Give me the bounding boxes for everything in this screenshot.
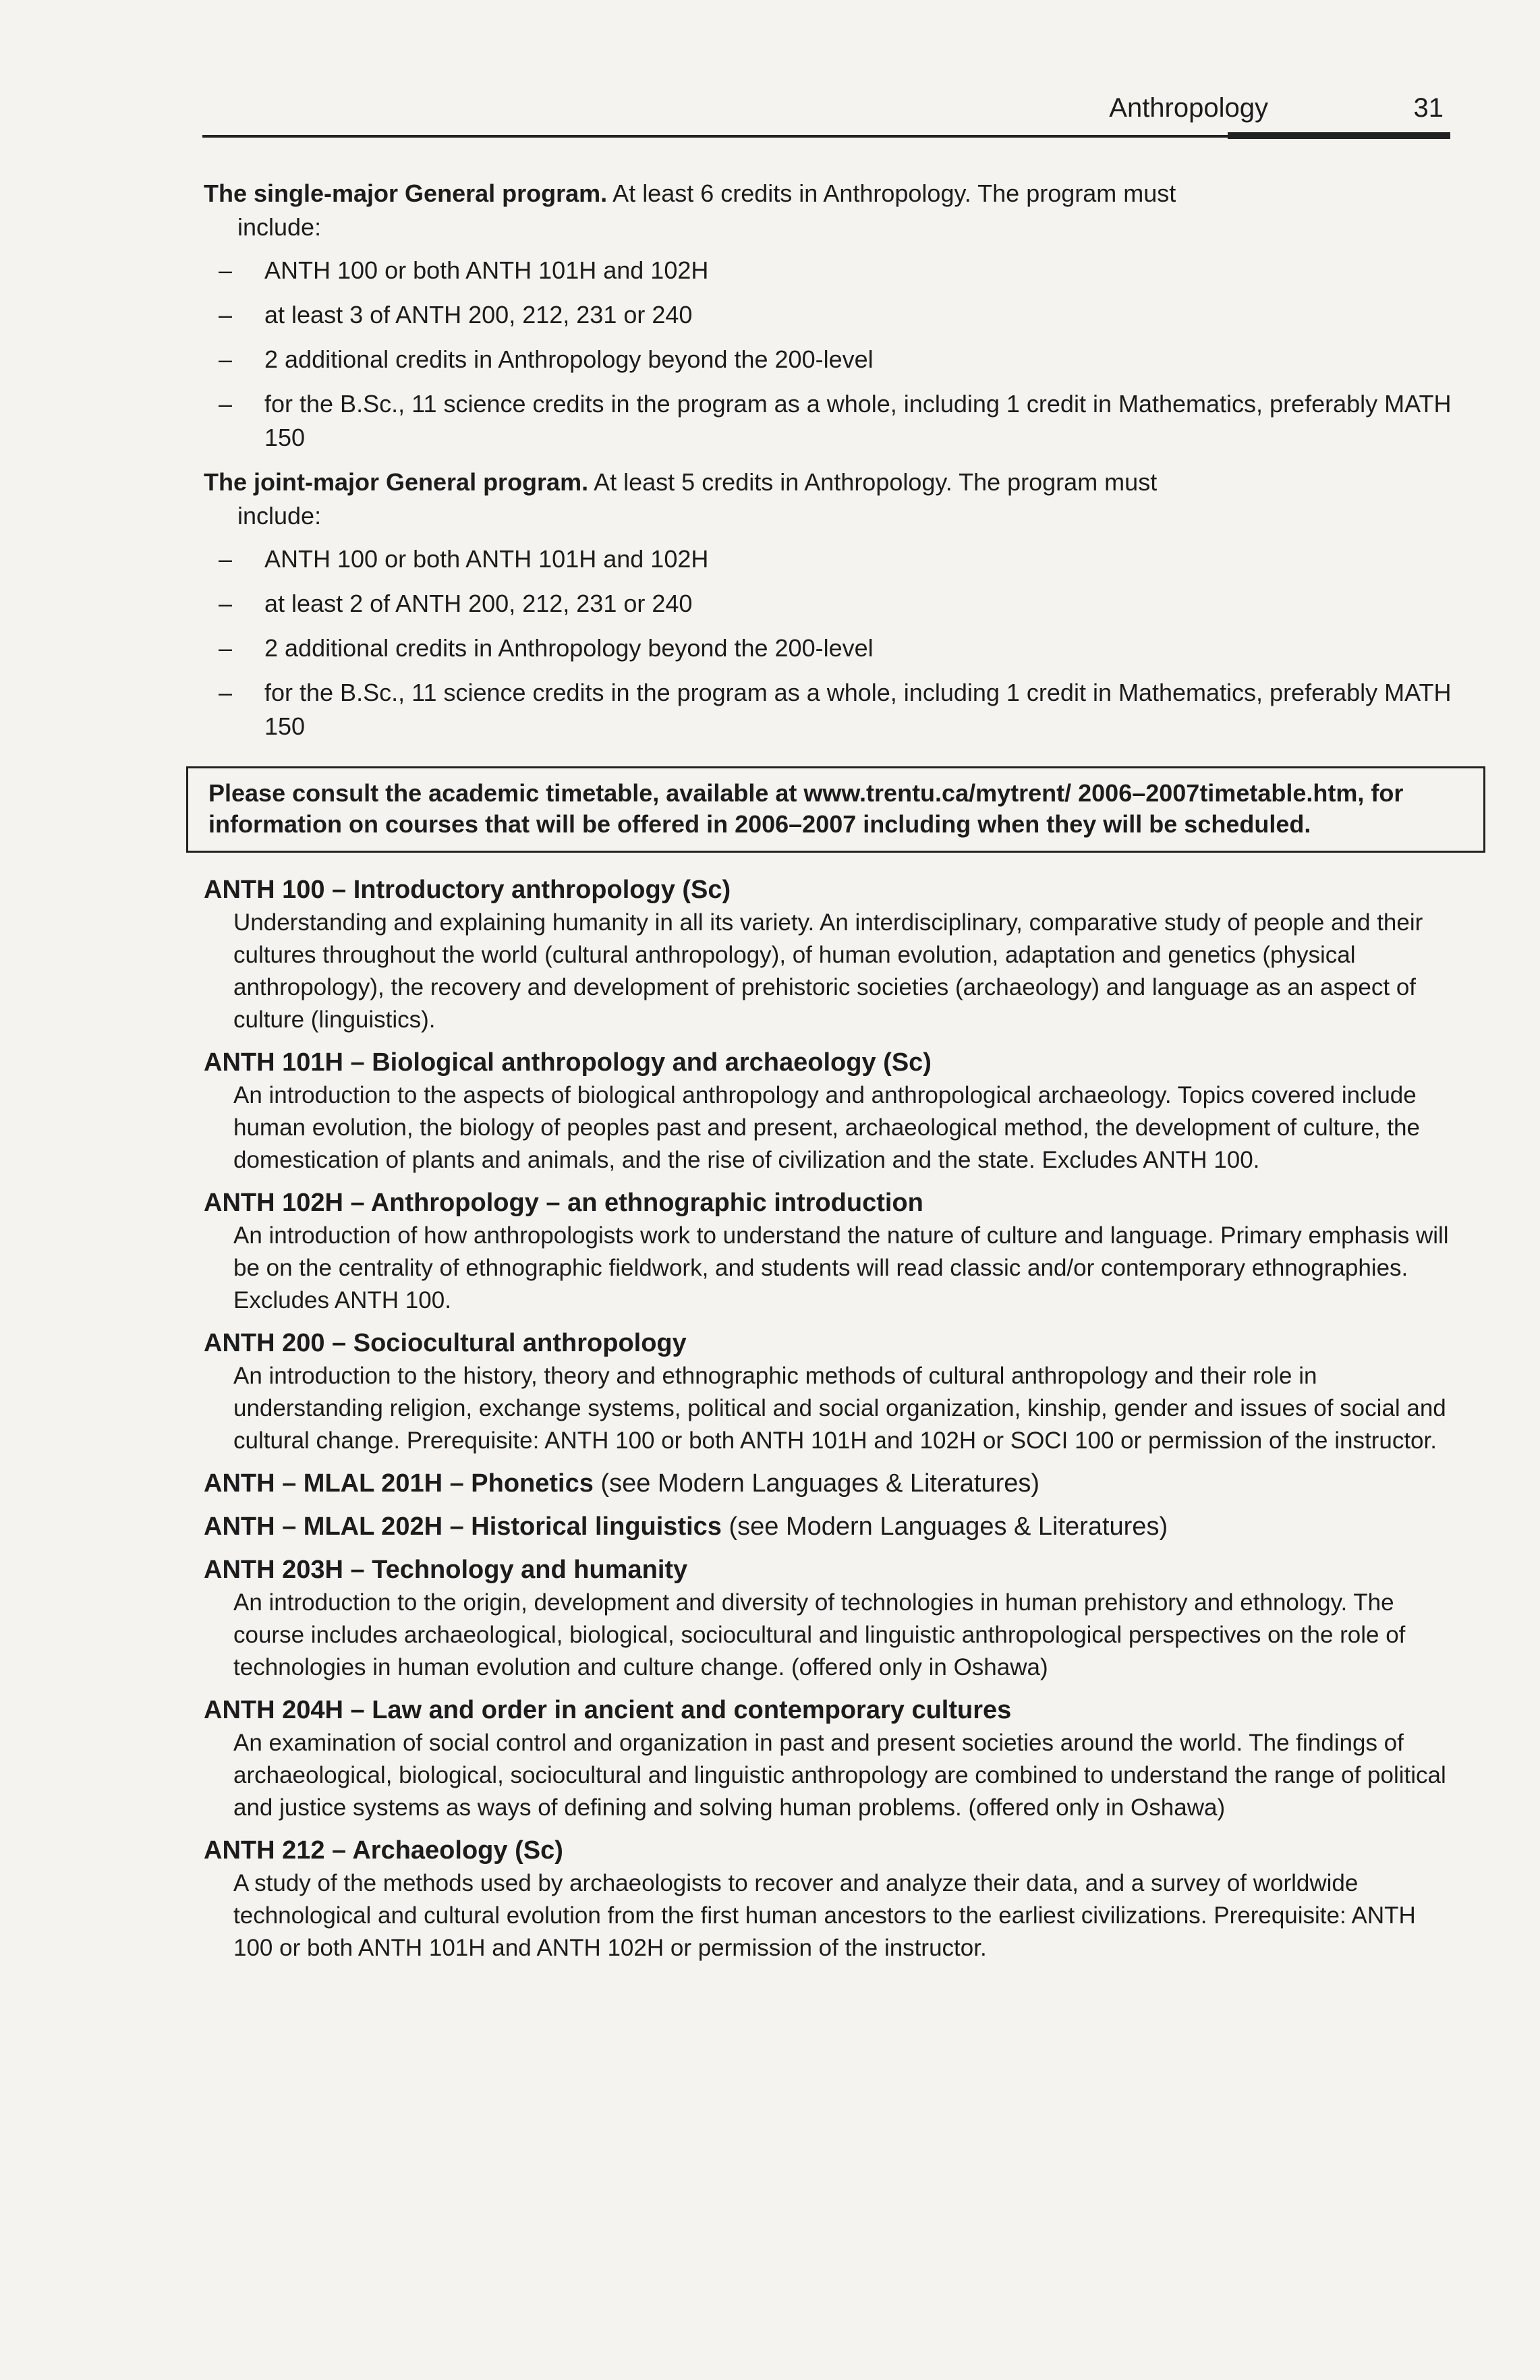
course-entry	[204, 873, 1458, 1036]
joint-major-intro-cont: include:	[237, 502, 322, 530]
course-title-text: ANTH – MLAL 201H – Phonetics	[204, 1469, 594, 1498]
course-title-text: ANTH – MLAL 202H – Historical linguistics	[204, 1512, 722, 1541]
course-description: A study of the methods used by archaeologists to recover and analyze their data, and a survey of worldwide technological and cultural evolution from the first human ancestors to the earliest civilizations. Prerequisite: ANTH 100 or both ANTH 101H and ANTH 102H or permission of the instructor.	[233, 1870, 1416, 1961]
course-title-text: ANTH 102H – Anthropology – an ethnographic introduction	[204, 1189, 923, 1217]
course-title	[204, 1510, 1458, 1543]
course-title-text: ANTH 101H – Biological anthropology and archaeology (Sc)	[204, 1048, 932, 1077]
course-entry	[204, 1326, 1458, 1457]
list-item: – 2 additional credits in Anthropology beyond the 200-level	[219, 631, 1458, 665]
course-entry	[204, 1467, 1458, 1500]
course-title-text: ANTH 100 – Introductory anthropology (Sc)	[204, 876, 731, 904]
course-description: Understanding and explaining humanity in all its variety. An interdisciplinary, comparative study of people and their cultures throughout the world (cultural anthropology), of human evolution, adaptation and genetics (physical anthropology), the recovery and development of prehistoric societies (archaeology) and language as an aspect of culture (linguistics).	[233, 909, 1423, 1033]
course-entry	[204, 1553, 1458, 1684]
course-title	[204, 1046, 1458, 1079]
list-item: – at least 2 of ANTH 200, 212, 231 or 240	[219, 587, 1458, 621]
header-rule-accent	[1228, 132, 1450, 139]
course-entry	[204, 1186, 1458, 1317]
course-title	[204, 1186, 1458, 1220]
timetable-notice: Please consult the academic timetable, available at www.trentu.ca/mytrent/ 2006–2007timetable.htm, for information on courses that will be offered in 2006–2007 including when they will be scheduled.	[186, 766, 1485, 853]
course-description: An examination of social control and organization in past and present societies around the world. The findings of archaeological, biological, sociocultural and linguistic anthropology are combined to understand the range of political and justice systems as ways of defining and solving human problems. (offered only in Oshawa)	[233, 1730, 1446, 1821]
course-description: An introduction of how anthropologists work to understand the nature of culture and language. Primary emphasis will be on the centrality of ethnographic fieldwork, and students will read classic and/or contemporary ethnographies. Excludes ANTH 100.	[233, 1222, 1449, 1313]
list-item: – for the B.Sc., 11 science credits in the program as a whole, including 1 credit in Mathematics, preferably MATH 150	[219, 676, 1458, 743]
course-description: An introduction to the aspects of biological anthropology and anthropological archaeology. Topics covered include human evolution, the biology of peoples past and present, archaeological method, the development of culture, the domestication of plants and animals, and the rise of civilization and the state. Excludes ANTH 100.	[233, 1082, 1420, 1173]
page-number: 31	[1413, 93, 1444, 123]
running-header	[202, 86, 1450, 146]
single-major-intro-text: At least 6 credits in Anthropology. The program must	[612, 179, 1176, 207]
joint-major-intro-text: At least 5 credits in Anthropology. The program must	[594, 468, 1158, 496]
single-major-requirements	[204, 254, 1458, 455]
course-description: An introduction to the origin, development and diversity of technologies in human prehistory and ethnology. The course includes archaeological, biological, sociocultural and linguistic anthropological perspectives on the role of technologies in human evolution and culture change. (offered only in Oshawa)	[233, 1589, 1406, 1680]
list-item: – for the B.Sc., 11 science credits in the program as a whole, including 1 credit in Mathematics, preferably MATH 150	[219, 387, 1458, 455]
single-major-intro-cont: include:	[237, 213, 322, 241]
joint-major-intro	[204, 465, 1458, 533]
course-title	[204, 1326, 1458, 1360]
course-entry	[204, 1834, 1458, 1964]
course-title	[204, 1467, 1458, 1500]
list-item: – ANTH 100 or both ANTH 101H and 102H	[219, 542, 1458, 576]
list-item: – at least 3 of ANTH 200, 212, 231 or 240	[219, 298, 1458, 332]
course-cross-reference: (see Modern Languages & Literatures)	[593, 1469, 1040, 1498]
course-title	[204, 873, 1458, 907]
joint-major-heading: The joint-major General program.	[204, 468, 589, 496]
course-cross-reference: (see Modern Languages & Literatures)	[721, 1512, 1168, 1541]
course-title	[204, 1553, 1458, 1587]
course-entry	[204, 1510, 1458, 1543]
single-major-heading: The single-major General program.	[204, 179, 608, 207]
header-title: Anthropology	[1109, 93, 1268, 123]
course-entry	[204, 1693, 1458, 1824]
list-item: – 2 additional credits in Anthropology beyond the 200-level	[219, 343, 1458, 376]
course-description: An introduction to the history, theory and ethnographic methods of cultural anthropology and their role in understanding religion, exchange systems, political and social organization, kinship, gender and issues of social and cultural change. Prerequisite: ANTH 100 or both ANTH 101H and 102H or SOCI 100 or permission of the instructor.	[233, 1363, 1446, 1454]
joint-major-requirements	[204, 542, 1458, 743]
course-title-text: ANTH 212 – Archaeology (Sc)	[204, 1836, 563, 1865]
course-title-text: ANTH 204H – Law and order in ancient and contemporary cultures	[204, 1696, 1012, 1724]
course-entry	[204, 1046, 1458, 1177]
course-title	[204, 1834, 1458, 1867]
course-title-text: ANTH 200 – Sociocultural anthropology	[204, 1329, 687, 1357]
course-title-text: ANTH 203H – Technology and humanity	[204, 1556, 688, 1584]
content	[204, 177, 1458, 1974]
list-item: – ANTH 100 or both ANTH 101H and 102H	[219, 254, 1458, 287]
single-major-intro	[204, 177, 1458, 244]
course-title	[204, 1693, 1458, 1727]
